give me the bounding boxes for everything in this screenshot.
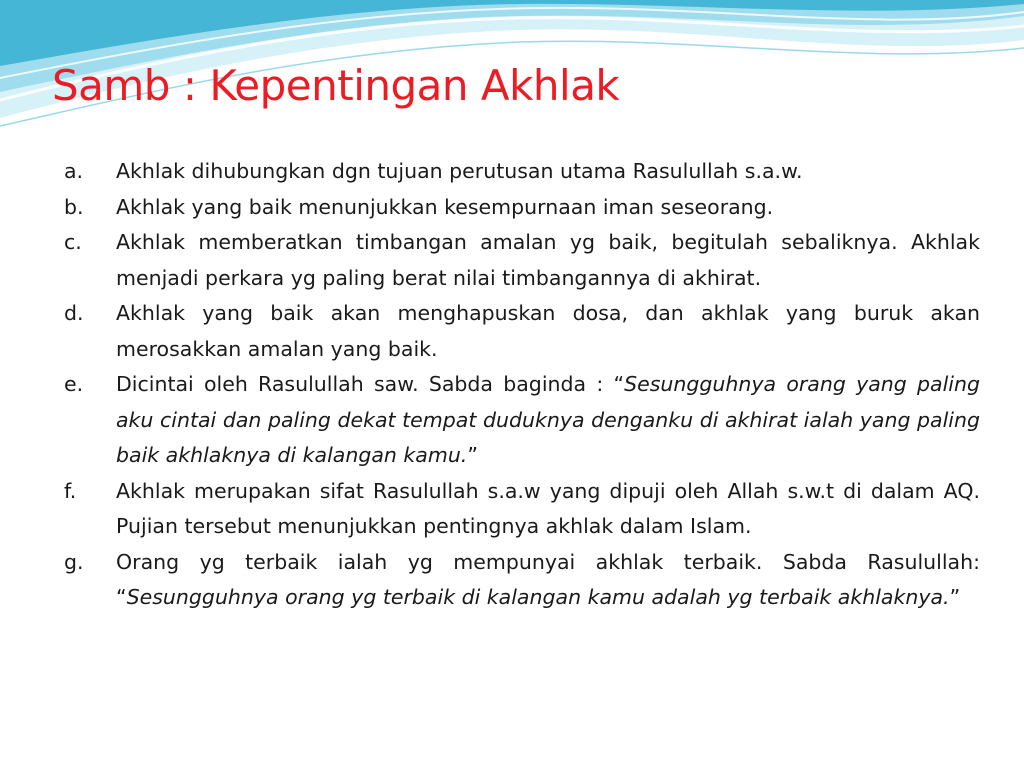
quote-text: Sesungguhnya orang yang paling aku cintai dan paling dekat tempat duduknya denganku di akhirat ialah yang paling baik akhlaknya di kalangan kamu. [116, 372, 981, 467]
list-item [64, 225, 980, 296]
list-marker: f. [64, 478, 77, 503]
list-marker: a. [64, 159, 84, 183]
list-item-text: Akhlak memberatkan timbangan amalan yg baik, begitulah sebaliknya. Akhlak menjadi perkara yg paling berat nilai timbangannya di akhirat. [116, 230, 980, 290]
text-lead: Dicintai oleh Rasulullah saw. Sabda baginda : “ [116, 372, 625, 396]
list-item-text [116, 545, 980, 616]
list-item [64, 474, 980, 545]
list-item-text: Akhlak merupakan sifat Rasulullah s.a.w yang dipuji oleh Allah s.w.t di dalam AQ. Pujian tersebut menunjukkan pentingnya akhlak dalam Islam. [116, 478, 980, 538]
content-list [64, 154, 980, 616]
list-marker: b. [64, 194, 84, 219]
text-close-quote: ” [467, 443, 478, 467]
list-marker: e. [64, 372, 84, 396]
list-item-text: Akhlak dihubungkan dgn tujuan perutusan utama Rasulullah s.a.w. [116, 159, 803, 183]
list-item [64, 190, 980, 226]
list-item-text [116, 367, 980, 474]
list-item [64, 154, 980, 190]
list-item [64, 367, 980, 474]
text-close-quote: ” [949, 585, 961, 609]
list-item-text: Akhlak yang baik menunjukkan kesempurnaan iman seseorang. [116, 194, 774, 219]
slide-title: Samb : Kepentingan Akhlak [52, 61, 620, 110]
list-marker: d. [64, 301, 84, 325]
list-item [64, 296, 980, 367]
list-item [64, 545, 980, 616]
list-marker: g. [64, 549, 84, 574]
list-marker: c. [64, 230, 82, 254]
list-item-text: Akhlak yang baik akan menghapuskan dosa, dan akhlak yang buruk akan merosakkan amalan yang baik. [116, 301, 980, 361]
quote-text: Sesungguhnya orang yg terbaik di kalangan kamu adalah yg terbaik akhlaknya. [126, 585, 950, 609]
text-lead: Orang yg terbaik ialah yg mempunyai akhlak terbaik. Sabda Rasulullah: “ [116, 549, 980, 609]
